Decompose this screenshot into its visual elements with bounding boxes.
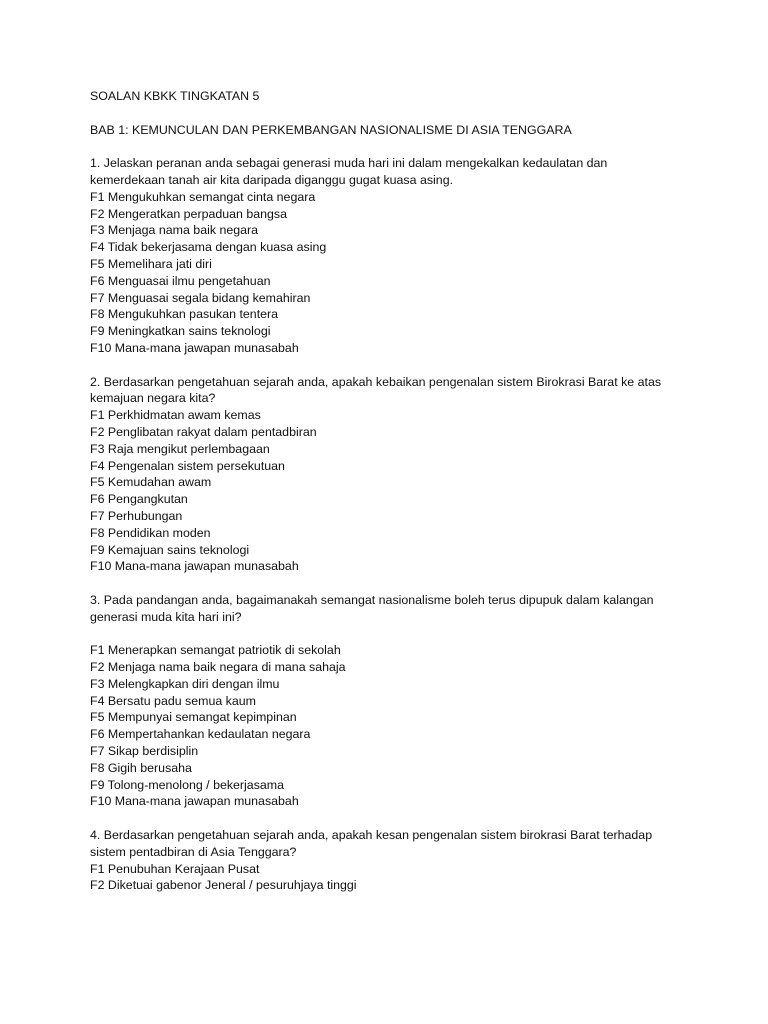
question-2 <box>90 374 730 576</box>
answer-point: F5 Kemudahan awam <box>90 475 212 490</box>
answer-point: F6 Menguasai ilmu pengetahuan <box>90 273 271 288</box>
answer-point: F4 Bersatu padu semua kaum <box>90 693 256 708</box>
answer-point: F7 Perhubungan <box>90 508 183 523</box>
answer-point: F1 Menerapkan semangat patriotik di sekolah <box>90 643 341 658</box>
answer-point: F7 Menguasai segala bidang kemahiran <box>90 290 311 305</box>
question-text-line: 2. Berdasarkan pengetahuan sejarah anda, apakah kebaikan pengenalan sistem Birokrasi Barat ke atas <box>90 374 662 389</box>
question-3 <box>90 592 730 810</box>
answer-point: F1 Mengukuhkan semangat cinta negara <box>90 189 316 204</box>
answer-point: F9 Meningkatkan sains teknologi <box>90 324 271 339</box>
answer-point: F8 Gigih berusaha <box>90 760 192 775</box>
blank-line <box>90 626 730 643</box>
answer-point: F6 Pengangkutan <box>90 492 188 507</box>
answer-point: F5 Memelihara jati diri <box>90 256 212 271</box>
answer-point: F2 Menjaga nama baik negara di mana sahaja <box>90 660 346 675</box>
question-4 <box>90 827 730 894</box>
answer-point: F10 Mana-mana jawapan munasabah <box>90 559 299 574</box>
answer-point: F2 Penglibatan rakyat dalam pentadbiran <box>90 424 317 439</box>
answer-point: F3 Melengkapkan diri dengan ilmu <box>90 676 280 691</box>
question-text-line: kemajuan negara kita? <box>90 391 216 406</box>
question-text-line: 4. Berdasarkan pengetahuan sejarah anda, apakah kesan pengenalan sistem birokrasi Barat terhadap <box>90 828 653 843</box>
answer-point: F1 Penubuhan Kerajaan Pusat <box>90 861 260 876</box>
answer-point: F2 Mengeratkan perpaduan bangsa <box>90 206 288 221</box>
question-text-line: 1. Jelaskan peranan anda sebagai generasi muda hari ini dalam mengekalkan kedaulatan dan <box>90 156 608 171</box>
answer-point: F7 Sikap berdisiplin <box>90 744 199 759</box>
answer-point: F3 Menjaga nama baik negara <box>90 223 259 238</box>
answer-point: F2 Diketuai gabenor Jeneral / pesuruhjaya tinggi <box>90 878 357 893</box>
answer-point: F9 Tolong-menolong / bekerjasama <box>90 777 285 792</box>
answer-point: F4 Tidak bekerjasama dengan kuasa asing <box>90 240 327 255</box>
answer-point: F9 Kemajuan sains teknologi <box>90 542 250 557</box>
question-text-line: sistem pentadbiran di Asia Tenggara? <box>90 844 297 859</box>
answer-point: F5 Mempunyai semangat kepimpinan <box>90 710 297 725</box>
question-text-line: 3. Pada pandangan anda, bagaimanakah semangat nasionalisme boleh terus dipupuk dalam kalangan <box>90 592 654 607</box>
answer-point: F8 Mengukuhkan pasukan tentera <box>90 307 279 322</box>
answer-point: F10 Mana-mana jawapan munasabah <box>90 340 299 355</box>
answer-point: F8 Pendidikan moden <box>90 525 211 540</box>
answer-point: F6 Mempertahankan kedaulatan negara <box>90 727 311 742</box>
answer-point: F10 Mana-mana jawapan munasabah <box>90 794 299 809</box>
question-text-line: kemerdekaan tanah air kita daripada diganggu gugat kuasa asing. <box>90 172 454 187</box>
answer-point: F4 Pengenalan sistem persekutuan <box>90 458 285 473</box>
question-text-line: generasi muda kita hari ini? <box>90 609 242 624</box>
chapter-heading: BAB 1: KEMUNCULAN DAN PERKEMBANGAN NASIONALISME DI ASIA TENGGARA <box>90 122 572 137</box>
document-title: SOALAN KBKK TINGKATAN 5 <box>90 89 260 103</box>
answer-point: F1 Perkhidmatan awam kemas <box>90 408 261 423</box>
question-1 <box>90 155 730 357</box>
document-page <box>90 88 730 911</box>
answer-point: F3 Raja mengikut perlembagaan <box>90 441 270 456</box>
